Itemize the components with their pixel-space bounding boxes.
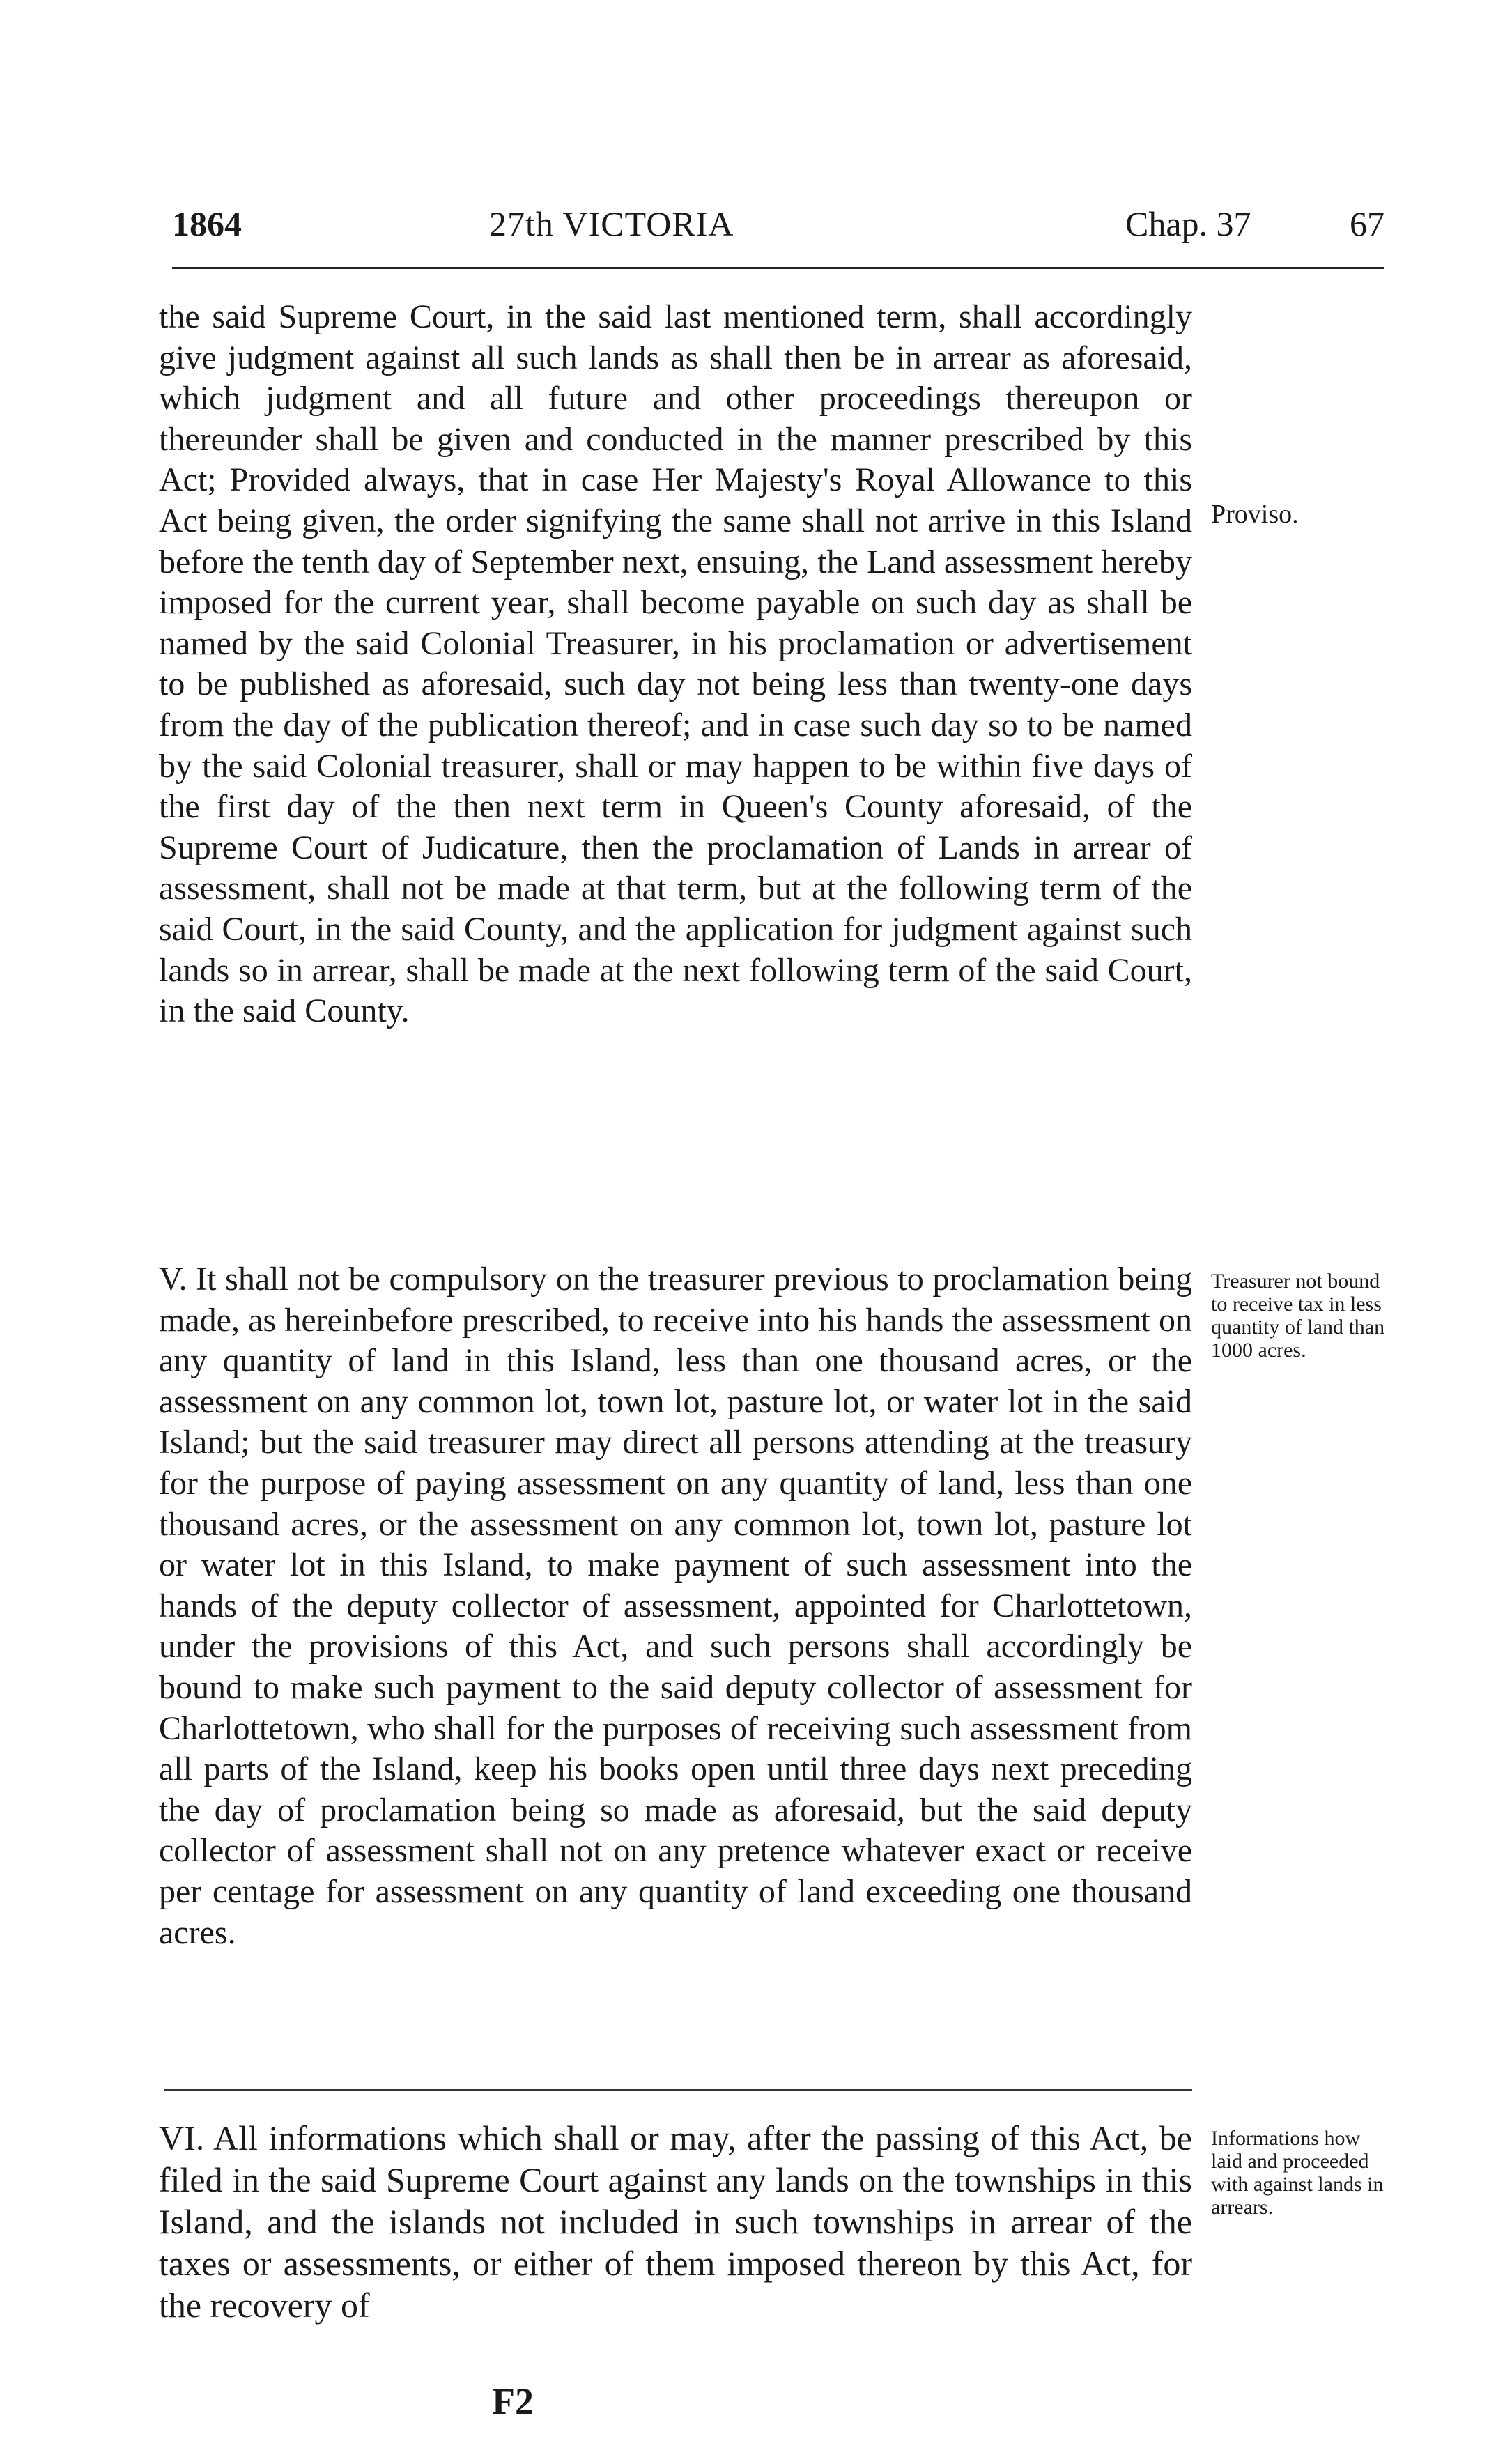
- running-header: [172, 199, 1384, 248]
- signature-mark: F2: [492, 2380, 534, 2422]
- section-vi-paragraph: [159, 2117, 1192, 2326]
- section-v-number: V.: [159, 1261, 187, 1298]
- page-number: 67: [1350, 204, 1384, 243]
- section-vi-number: VI.: [159, 2118, 205, 2157]
- header-year: 1864: [172, 204, 242, 243]
- header-title: 27th VICTORIA: [489, 204, 734, 243]
- header-chapter: Chap. 37: [1125, 204, 1251, 243]
- continuation-text: the said Supreme Court, in the said last mentioned term, shall accordingly give judgment against all such lands as shall then be in arrear as aforesaid, which judgment and all future and other proceedings thereupon or thereunder shall be given and conducted in the manner prescribed by this Act; Provided always, that in case Her Majesty's Royal Allowance to this Act being given, the order signifying the same shall not arrive in this Island before the tenth day of September next, ensuing, the Land assessment hereby imposed for the current year, shall become payable on such day as shall be named by the said Colonial Treasurer, in his proclamation or advertisement to be published as aforesaid, such day not being less than twenty-one days from the day of the publication thereof; and in case such day so to be named by the said Colonial treasurer, shall or may happen to be within five days of the first day of the then next term in Queen's County aforesaid, of the Supreme Court of Judicature, then the proclamation of Lands in arrear of assessment, shall not be made at that term, but at the following term of the said Court, in the said County, and the application for judgment against such lands so in arrear, shall be made at the next following term of the said Court, in the said County.: [159, 298, 1192, 1030]
- header-rule: [172, 267, 1384, 269]
- section-divider: [164, 2089, 1192, 2091]
- continuation-paragraph: [159, 297, 1192, 1032]
- section-v-paragraph: [159, 1259, 1192, 1953]
- section-vi: [159, 2117, 1192, 2326]
- margin-note-proviso: Proviso.: [1211, 500, 1299, 529]
- margin-note-treasurer: Treasurer not bound to receive tax in less quantity of land than 1000 acres.: [1211, 1270, 1385, 1362]
- section-vi-text: All informations which shall or may, after the passing of this Act, be filed in the said Supreme Court against any lands on the townships in this Island, and the islands not included in such townships in arrear of the taxes or assessments, or either of them imposed thereon by this Act, for the recovery of: [159, 2118, 1192, 2325]
- section-v-text: It shall not be compulsory on the treasurer previous to proclamation being made, as hereinbefore prescribed, to receive into his hands the assessment on any quantity of land in this Island, less than one thousand acres, or the assessment on any common lot, town lot, pasture lot, or water lot in the said Island; but the said treasurer may direct all persons attending at the treasury for the purpose of paying assessment on any quantity of land, less than one thousand acres, or the assessment on any common lot, town lot, pasture lot or water lot in this Island, to make payment of such assessment into the hands of the deputy collector of assessment, appointed for Charlottetown, under the provisions of this Act, and such persons shall accordingly be bound to make such payment to the said deputy collector of assessment for Charlottetown, who shall for the purposes of receiving such assessment from all parts of the Island, keep his books open until three days next preceding the day of proclamation being so made as aforesaid, but the said deputy collector of assessment shall not on any pretence whatever exact or receive per centage for assessment on any quantity of land exceeding one thousand acres.: [159, 1261, 1192, 1951]
- margin-note-informations: Informations how laid and proceeded with against lands in arrears.: [1211, 2127, 1384, 2219]
- section-v: [159, 1259, 1192, 1953]
